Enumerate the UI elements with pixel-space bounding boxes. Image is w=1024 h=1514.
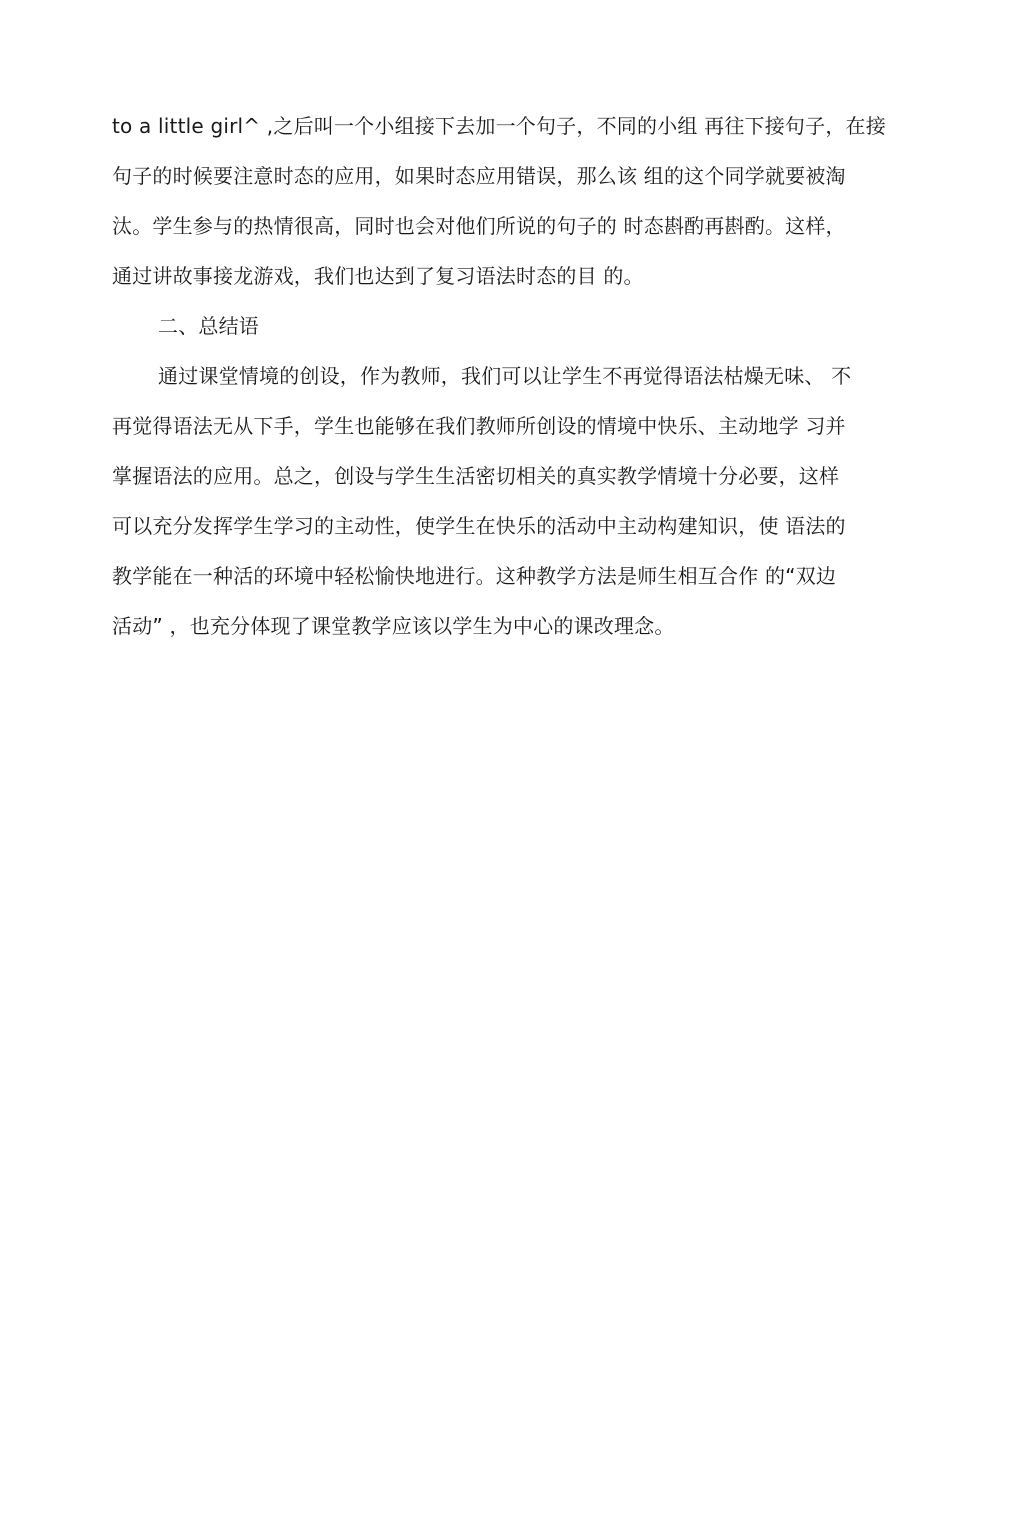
paragraph-2-line-2: 再觉得语法无从下手，学生也能够在我们教师所创设的情境中快乐、主动地学 习并 (112, 414, 846, 438)
paragraph-2-line-6: 活动” ，也充分体现了课堂教学应该以学生为中心的课改理念。 (112, 614, 675, 638)
paragraph-1-line-2: 句子的时候要注意时态的应用，如果时态应用错误，那么该 组的这个同学就要被淘 (112, 164, 846, 188)
paragraph-2-line-1: 通过课堂情境的创设，作为教师，我们可以让学生不再觉得语法枯燥无味、 不 (158, 364, 852, 388)
paragraph-2-line-4: 可以充分发挥学生学习的主动性，使学生在快乐的活动中主动构建知识，使 语法的 (112, 514, 846, 538)
paragraph-2-line-5: 教学能在一种活的环境中轻松愉快地进行。这种教学方法是师生相互合作 的“双边 (112, 564, 837, 588)
paragraph-1-line-1: to a little girl^ ,之后叫一个小组接下去加一个句子，不同的小组 再往下接句子，在接 (112, 114, 886, 138)
paragraph-2-line-3: 掌握语法的应用。总之，创设与学生生活密切相关的真实教学情境十分必要，这样 (112, 464, 840, 488)
paragraph-1-line-3: 汰。学生参与的热情很高，同时也会对他们所说的句子的 时态斟酌再斟酌。这样， (112, 214, 846, 238)
paragraph-1-line-4: 通过讲故事接龙游戏，我们也达到了复习语法时态的目 的。 (112, 264, 644, 288)
section-heading: 二、总结语 (158, 314, 259, 338)
